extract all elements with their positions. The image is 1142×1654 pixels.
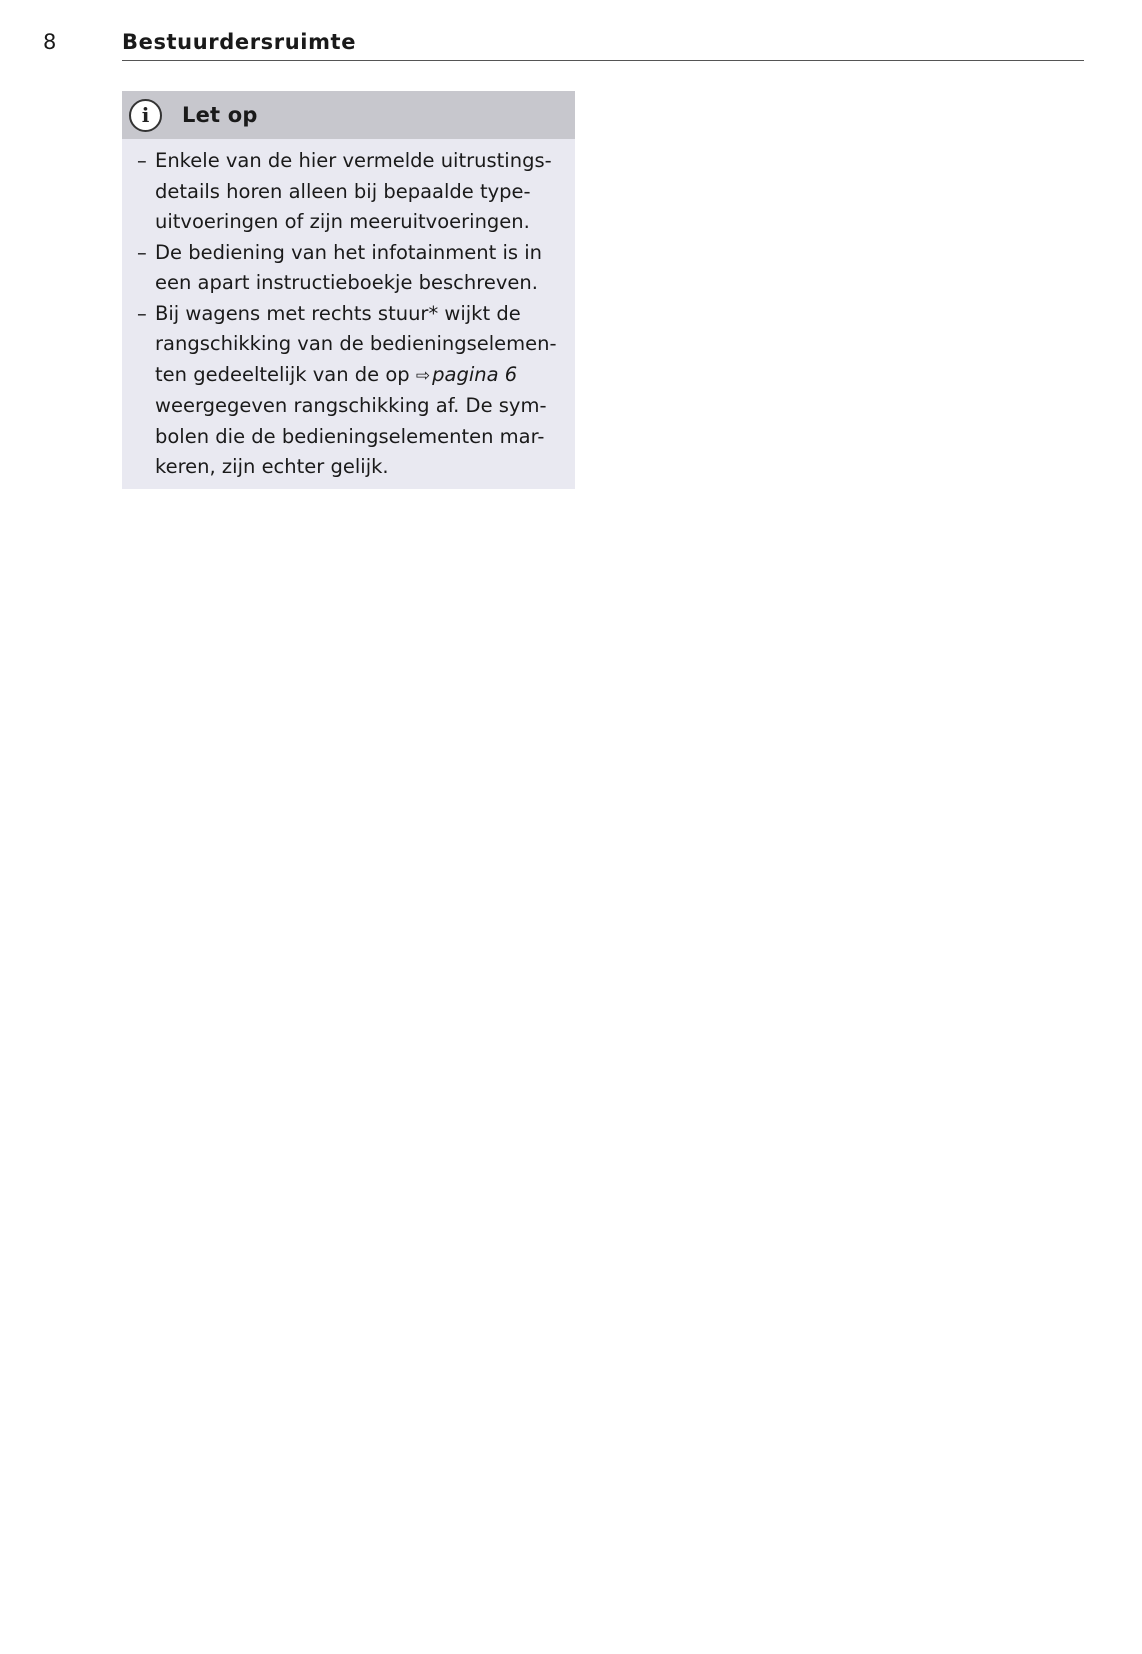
- note-list: [122, 139, 575, 489]
- list-item: [137, 238, 565, 299]
- info-icon: i: [129, 99, 162, 132]
- list-dash: –: [137, 240, 147, 264]
- list-item: [137, 146, 565, 238]
- text-line: De bediening van het infotainment is in: [155, 240, 543, 264]
- header-rule: [122, 60, 1084, 61]
- arrow-right-icon: ⇨: [415, 365, 431, 386]
- page-number: 8: [43, 30, 57, 54]
- list-item-text: [155, 146, 565, 238]
- running-header-title: Bestuurdersruimte: [122, 30, 357, 54]
- note-title: Let op: [182, 103, 258, 127]
- list-item: [137, 299, 565, 483]
- text-line: uitvoeringen of zijn meeruitvoeringen.: [155, 210, 530, 233]
- text-line: een apart instructieboekje beschreven.: [155, 271, 538, 294]
- reference-lead-text: ten gedeeltelijk van de op: [155, 362, 416, 386]
- text-line: Enkele van de hier vermelde uitrustings-: [155, 149, 552, 172]
- text-line: details horen alleen bij bepaalde type-: [155, 179, 531, 203]
- text-line: bolen die de bedieningselementen mar-: [155, 424, 545, 448]
- list-dash: –: [137, 301, 147, 325]
- list-dash: –: [137, 149, 147, 172]
- text-line: keren, zijn echter gelijk.: [155, 455, 389, 478]
- text-line-with-reference: [155, 360, 565, 392]
- list-item-text: [155, 238, 565, 299]
- page-reference-link[interactable]: pagina 6: [432, 362, 518, 386]
- note-box: [122, 91, 575, 489]
- text-line: weergegeven rangschikking af. De sym-: [155, 394, 547, 417]
- list-item-text: [155, 299, 565, 483]
- note-header: [122, 91, 575, 139]
- text-line: Bij wagens met rechts stuur* wijkt de: [155, 301, 521, 325]
- text-line: rangschikking van de bedieningselemen-: [155, 332, 557, 355]
